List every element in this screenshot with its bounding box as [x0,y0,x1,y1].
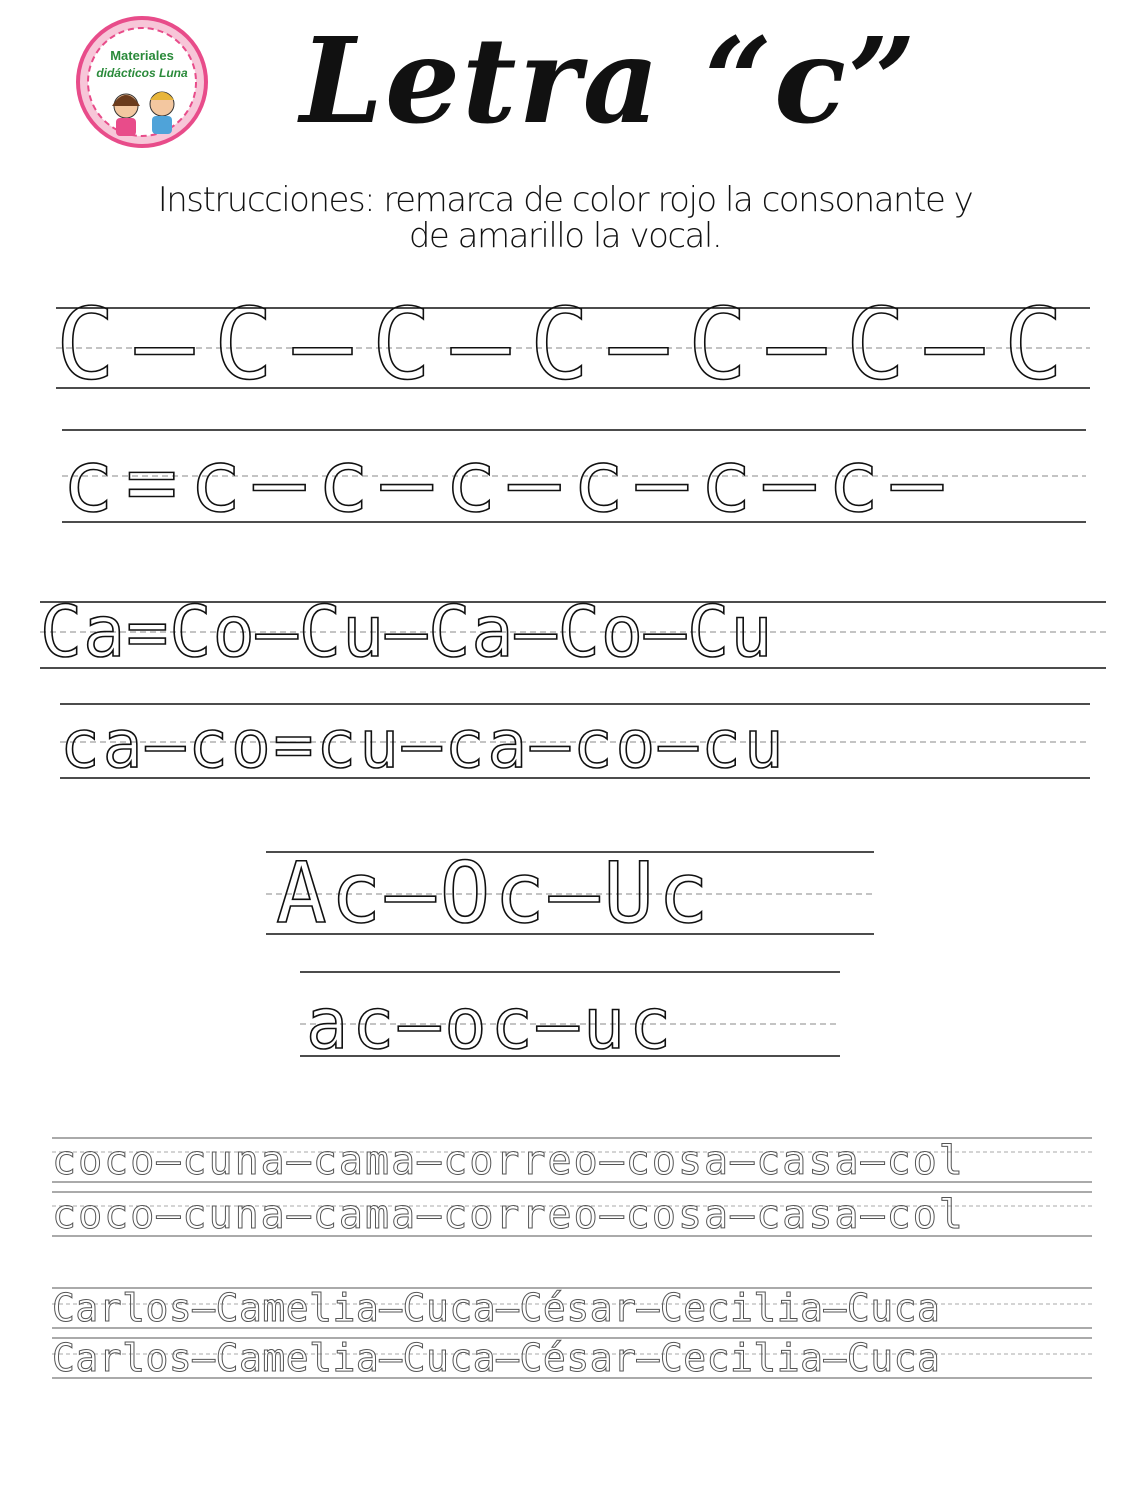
tracing-text[interactable]: coco–cuna–cama–correo–cosa–casa–col [52,1138,965,1184]
instructions-line-2: de amarillo la vocal. [408,216,722,256]
tracing-text[interactable]: Ca=Co–Cu–Ca–Co–Cu [40,591,774,673]
tracing-text[interactable]: C–C–C–C–C–C–C [56,288,1084,402]
tracing-text[interactable]: c=c–c–c–c–c–c– [62,432,955,532]
tracing-text[interactable]: Carlos–Camelia–Cuca–César–Cecilia–Cuca [52,1286,941,1330]
practice-row-5 [266,844,874,942]
practice-row-2 [62,424,1086,532]
practice-row-10 [52,1332,1092,1382]
logo-text-line1: Materiales [110,48,174,63]
tracing-text[interactable]: Ac–Oc–Uc [276,844,713,942]
materiales-didacticos-luna-logo [74,14,210,150]
practice-row-3 [40,590,1106,672]
practice-row-8 [52,1188,1092,1240]
instructions [60,182,1070,254]
practice-row-7 [52,1134,1092,1186]
tracing-text[interactable]: ca–co=cu–ca–co–cu [60,706,787,783]
tracing-text[interactable]: Carlos–Camelia–Cuca–César–Cecilia–Cuca [52,1336,941,1380]
practice-row-6 [300,966,840,1065]
practice-row-1 [56,288,1090,402]
page-title: Letra “c” [300,11,918,150]
practice-row-9 [52,1282,1092,1332]
practice-row-4 [60,700,1090,782]
logo-text-line2: didácticos Luna [96,66,188,80]
tracing-text[interactable]: coco–cuna–cama–correo–cosa–casa–col [52,1192,965,1238]
tracing-text[interactable]: ac–oc–uc [306,983,676,1065]
instructions-line-1: Instrucciones: remarca de color rojo la consonante y [157,180,973,220]
